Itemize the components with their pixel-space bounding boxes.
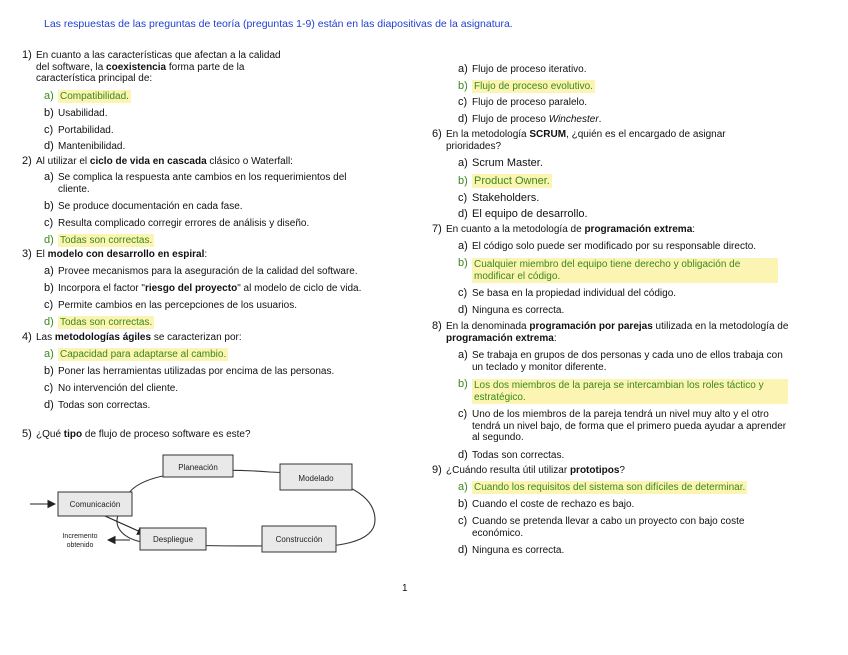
question-5: 5) ¿Qué tipo de flujo de proceso software es este? [22, 428, 251, 440]
question-9: 9) ¿Cuándo resulta útil utilizar prototipos? [432, 464, 625, 476]
page-number: 1 [402, 583, 408, 594]
label-despliegue: Despliegue [152, 535, 194, 544]
q9-option-a: a) Cuando los requisitos del sistema son difíciles de determinar. [458, 481, 746, 493]
label-obtenido: obtenido [66, 542, 94, 549]
q6-option-c: c) Stakeholders. [458, 192, 540, 204]
question-number: 1) [22, 49, 32, 61]
q7-option-d: d) Ninguna es correcta. [458, 304, 565, 316]
q3-option-b: b) Incorpora el factor "riesgo del proyecto" al modelo de ciclo de vida. [44, 282, 362, 294]
label-construccion: Construcción [275, 535, 323, 544]
q9-option-b: b) Cuando el coste de rechazo es bajo. [458, 498, 635, 510]
q6-option-b: b) Product Owner. [458, 175, 550, 187]
q4-option-d: d) Todas son correctas. [44, 399, 151, 411]
q7-option-a: a) El código solo puede ser modificado por su responsable directo. [458, 240, 757, 252]
q1-option-c: c) Portabilidad. [44, 124, 114, 136]
q2-option-d: d) Todas son correctas. [44, 234, 153, 246]
q4-option-a: a) Capacidad para adaptarse al cambio. [44, 348, 227, 360]
question-8: 8) En la denominada programación por parejas utilizada en la metodología de programación extrema: [432, 320, 789, 344]
question-6: 6) En la metodología SCRUM, ¿quién es el encargado de asignar prioridades? [432, 128, 726, 152]
q5-option-b: b) Flujo de proceso evolutivo. [458, 80, 593, 92]
q3-option-a: a) Provee mecanismos para la aseguración de la calidad del software. [44, 265, 358, 277]
label-planeacion: Planeación [178, 463, 218, 472]
q4-option-b: b) Poner las herramientas utilizadas por encima de las personas. [44, 365, 335, 377]
question-3: 3) El modelo con desarrollo en espiral: [22, 248, 208, 260]
q9-option-d: d) Ninguna es correcta. [458, 544, 565, 556]
question-7: 7) En cuanto a la metodología de programación extrema: [432, 223, 696, 235]
q5-option-d: d) Flujo de proceso Winchester. [458, 113, 602, 125]
process-flow-diagram [30, 450, 390, 560]
increment-arrow [105, 516, 145, 534]
q6-option-d: d) El equipo de desarrollo. [458, 208, 588, 220]
question-2: 2) Al utilizar el ciclo de vida en cascada clásico o Waterfall: [22, 155, 293, 167]
label-incremento: Incremento [62, 533, 98, 540]
q8-option-a: a) Se trabaja en grupos de dos personas y cada uno de ellos trabaja con un teclado y monitor diferente. [458, 349, 783, 373]
q4-option-c: c) No intervención del cliente. [44, 382, 179, 394]
q8-option-d: d) Todas son correctas. [458, 449, 565, 461]
q7-option-b: b) Cualquier miembro del equipo tiene derecho y obligación de modificar el código. [458, 258, 778, 283]
q9-option-c: c) Cuando se pretenda llevar a cabo un proyecto con bajo coste económico. [458, 515, 745, 539]
question-4: 4) Las metodologías ágiles se caracterizan por: [22, 331, 242, 343]
q1-option-d: d) Mantenibilidad. [44, 140, 126, 152]
page-header-note: Las respuestas de las preguntas de teoría (preguntas 1-9) están en las diapositivas de la asignatura. [44, 18, 513, 30]
q8-option-c: c) Uno de los miembros de la pareja tendrá un nivel muy alto y el otro tendrá un nivel bajo, de forma que el primero pueda ayudar a aprender al segundo. [458, 408, 787, 443]
q2-option-c: c) Resulta complicado corregir errores de análisis y diseño. [44, 217, 310, 229]
label-modelado: Modelado [298, 474, 334, 483]
q3-option-c: c) Permite cambios en las percepciones de los usuarios. [44, 299, 298, 311]
label-comunicacion: Comunicación [69, 500, 121, 509]
q3-option-d: d) Todas son correctas. [44, 316, 153, 328]
q1-option-b: b) Usabilidad. [44, 107, 108, 119]
q7-option-c: c) Se basa en la propiedad individual del código. [458, 287, 677, 299]
q6-option-a: a) Scrum Master. [458, 157, 543, 169]
q2-option-b: b) Se produce documentación en cada fase. [44, 200, 243, 212]
question-1: 1) En cuanto a las características que afectan a la calidad del software, la coexistencia forma parte de la característica principal de: [22, 49, 281, 84]
q5-option-c: c) Flujo de proceso paralelo. [458, 96, 588, 108]
q2-option-a: a) Se complica la respuesta ante cambios en los requerimientos del cliente. [44, 171, 347, 195]
q1-option-a: a) Compatibilidad. [44, 90, 129, 102]
q5-option-a: a) Flujo de proceso iterativo. [458, 63, 587, 75]
q8-option-b: b) Los dos miembros de la pareja se intercambian los roles táctico y estratégico. [458, 379, 788, 404]
